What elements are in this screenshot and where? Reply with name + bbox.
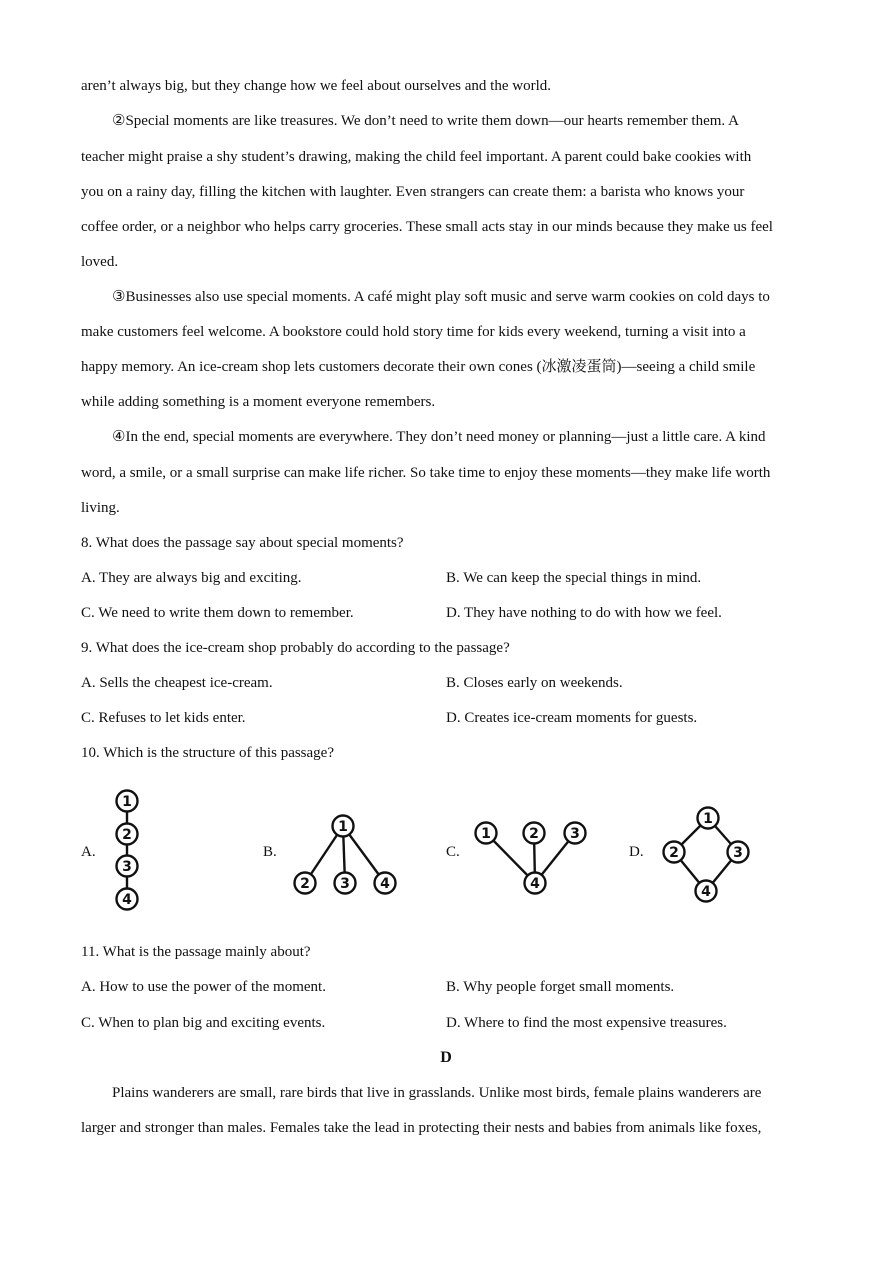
passage-line: while adding something is a moment everyone remembers. (81, 394, 436, 410)
passage-line: word, a smile, or a small surprise can make life richer. So take time to enjoy these moments—they make life worth (81, 465, 771, 481)
diagram-d-label-3: 3 (733, 845, 743, 861)
question-11-option-b[interactable]: B. Why people forget small moments. (446, 979, 675, 995)
diagram-a-label-1: 1 (122, 794, 132, 810)
passage-line: happy memory. An ice-cream shop lets customers decorate their own cones (冰激凌蛋筒)—seeing a child smile (81, 359, 756, 375)
question-11-stem: 11. What is the passage mainly about? (81, 944, 311, 960)
diagram-b-label-2: 2 (300, 876, 310, 892)
passage-line: loved. (81, 254, 119, 270)
structure-diagram-d[interactable] (658, 804, 752, 908)
question-9-option-c[interactable]: C. Refuses to let kids enter. (81, 710, 246, 726)
question-9-option-d[interactable]: D. Creates ice-cream moments for guests. (446, 710, 698, 726)
diagram-c-label-3: 3 (570, 826, 580, 842)
structure-diagram-a[interactable] (110, 786, 146, 914)
diagram-b-label-3: 3 (340, 876, 350, 892)
diagram-c-label-2: 2 (529, 826, 539, 842)
diagram-a-label-3: 3 (122, 859, 132, 875)
passage-line: aren’t always big, but they change how we feel about ourselves and the world. (81, 78, 551, 94)
question-10-option-a-label[interactable]: A. (81, 844, 96, 860)
question-11-option-c[interactable]: C. When to plan big and exciting events. (81, 1015, 326, 1031)
question-11-option-d[interactable]: D. Where to find the most expensive treasures. (446, 1015, 727, 1031)
diagram-a-label-4: 4 (122, 892, 132, 908)
diagram-d-label-4: 4 (701, 884, 711, 900)
question-10-stem: 10. Which is the structure of this passage? (81, 745, 334, 761)
question-10-option-b-label[interactable]: B. (263, 844, 277, 860)
question-9-option-b[interactable]: B. Closes early on weekends. (446, 675, 623, 691)
diagram-c-label-1: 1 (481, 826, 491, 842)
passage-line: ②Special moments are like treasures. We don’t need to write them down—our hearts remember them. A (112, 113, 739, 129)
diagram-b-label-1: 1 (338, 819, 348, 835)
section-d-title: D (440, 1049, 452, 1066)
question-11-option-a[interactable]: A. How to use the power of the moment. (81, 979, 326, 995)
passage-line: make customers feel welcome. A bookstore could hold story time for kids every weekend, turning a visit into a (81, 324, 746, 340)
diagram-d-label-2: 2 (669, 845, 679, 861)
diagram-a-label-2: 2 (122, 827, 132, 843)
structure-diagram-c[interactable] (472, 818, 592, 898)
question-10-option-c-label[interactable]: C. (446, 844, 460, 860)
passage-line: ④In the end, special moments are everywhere. They don’t need money or planning—just a little care. A kind (112, 429, 766, 445)
question-8-option-c[interactable]: C. We need to write them down to remember. (81, 605, 354, 621)
question-9-option-a[interactable]: A. Sells the cheapest ice-cream. (81, 675, 273, 691)
passage-line: you on a rainy day, filling the kitchen with laughter. Even strangers can create them: a barista who knows your (81, 184, 745, 200)
passage-line: Plains wanderers are small, rare birds that live in grasslands. Unlike most birds, female plains wanderers are (112, 1085, 762, 1101)
question-8-stem: 8. What does the passage say about special moments? (81, 535, 404, 551)
passage-line: larger and stronger than males. Females take the lead in protecting their nests and babies from animals like foxes, (81, 1120, 762, 1136)
passage-line: coffee order, or a neighbor who helps carry groceries. These small acts stay in our minds because they make us feel (81, 219, 773, 235)
structure-diagram-b[interactable] (290, 812, 400, 898)
diagram-c-label-4: 4 (530, 876, 540, 892)
passage-line: ③Businesses also use special moments. A café might play soft music and serve warm cookies on cold days to (112, 289, 770, 305)
question-9-stem: 9. What does the ice-cream shop probably do according to the passage? (81, 640, 510, 656)
diagram-b-label-4: 4 (380, 876, 390, 892)
passage-line: teacher might praise a shy student’s drawing, making the child feel important. A parent could bake cookies with (81, 149, 752, 165)
question-10-option-d-label[interactable]: D. (629, 844, 644, 860)
diagram-d-label-1: 1 (703, 811, 713, 827)
question-8-option-a[interactable]: A. They are always big and exciting. (81, 570, 302, 586)
passage-line: living. (81, 500, 120, 516)
question-8-option-b[interactable]: B. We can keep the special things in mind. (446, 570, 702, 586)
question-8-option-d[interactable]: D. They have nothing to do with how we feel. (446, 605, 722, 621)
